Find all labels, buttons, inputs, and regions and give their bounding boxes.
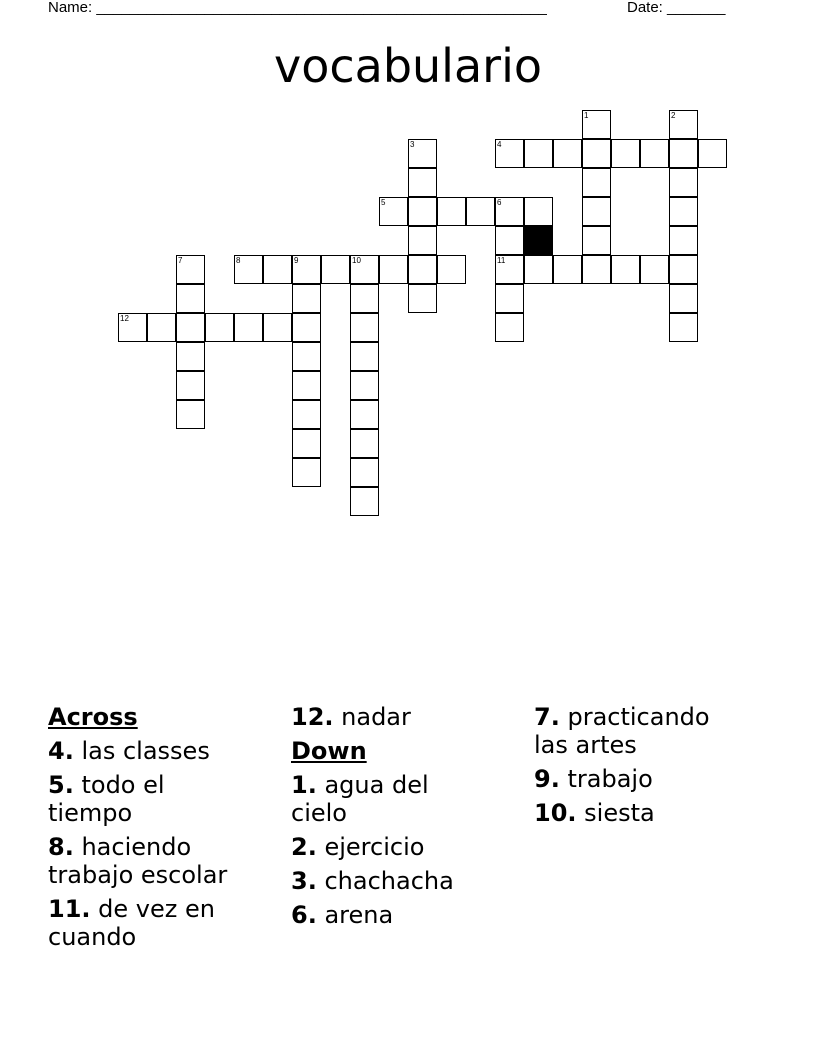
clue-text: chachacha xyxy=(324,867,454,895)
grid-cell[interactable] xyxy=(466,197,495,226)
grid-cell[interactable] xyxy=(321,255,350,284)
clue-number: 3. xyxy=(291,867,317,895)
across-heading: Across xyxy=(48,703,138,731)
grid-cell[interactable] xyxy=(582,139,611,168)
grid-cell[interactable] xyxy=(495,197,524,226)
black-cell xyxy=(524,226,553,255)
clue-down-10 xyxy=(534,799,764,827)
clue-number: 1. xyxy=(291,771,317,799)
grid-cell[interactable] xyxy=(350,284,379,313)
grid-cell[interactable] xyxy=(495,255,524,284)
cell-number: 10 xyxy=(352,256,361,265)
grid-cell[interactable] xyxy=(582,255,611,284)
grid-cell[interactable] xyxy=(176,400,205,429)
clue-across-12 xyxy=(291,703,521,731)
down-heading: Down xyxy=(291,737,367,765)
grid-cell[interactable] xyxy=(350,400,379,429)
grid-cell[interactable] xyxy=(669,110,698,139)
grid-cell[interactable] xyxy=(292,371,321,400)
grid-cell[interactable] xyxy=(350,487,379,516)
grid-cell[interactable] xyxy=(582,168,611,197)
grid-cell[interactable] xyxy=(611,255,640,284)
clue-number: 9. xyxy=(534,765,560,793)
clue-text: ejercicio xyxy=(324,833,425,861)
grid-cell[interactable] xyxy=(176,342,205,371)
grid-cell[interactable] xyxy=(495,284,524,313)
clue-text: practicando las artes xyxy=(534,703,710,759)
grid-cell[interactable] xyxy=(582,197,611,226)
clue-number: 12. xyxy=(291,703,334,731)
grid-cell[interactable] xyxy=(524,139,553,168)
clue-text: haciendo trabajo escolar xyxy=(48,833,228,889)
name-field-label[interactable]: Name: ______________________________________________________ xyxy=(48,0,547,16)
grid-cell[interactable] xyxy=(669,313,698,342)
page-title: vocabulario xyxy=(273,39,542,93)
grid-cell[interactable] xyxy=(263,313,292,342)
grid-cell[interactable] xyxy=(408,197,437,226)
clue-text: agua del cielo xyxy=(291,771,429,827)
cell-number: 9 xyxy=(294,256,299,265)
grid-cell[interactable] xyxy=(292,313,321,342)
grid-cell[interactable] xyxy=(350,429,379,458)
grid-cell[interactable] xyxy=(582,226,611,255)
clue-text: las classes xyxy=(81,737,210,765)
clue-text: todo el tiempo xyxy=(48,771,165,827)
grid-cell[interactable] xyxy=(379,197,408,226)
cell-number: 7 xyxy=(178,256,183,265)
grid-cell[interactable] xyxy=(495,226,524,255)
clue-number: 8. xyxy=(48,833,74,861)
grid-cell[interactable] xyxy=(669,255,698,284)
clue-down-7 xyxy=(534,703,734,759)
clue-column-3 xyxy=(534,703,764,833)
cell-number: 12 xyxy=(120,314,129,323)
grid-cell[interactable] xyxy=(234,255,263,284)
clue-text: arena xyxy=(324,901,394,929)
clue-text: trabajo xyxy=(567,765,653,793)
cell-number: 5 xyxy=(381,198,386,207)
grid-cell[interactable] xyxy=(669,284,698,313)
clue-down-3 xyxy=(291,867,521,895)
cell-number: 4 xyxy=(497,140,502,149)
clue-across-11 xyxy=(48,895,238,951)
grid-cell[interactable] xyxy=(350,255,379,284)
clue-number: 7. xyxy=(534,703,560,731)
grid-cell[interactable] xyxy=(553,139,582,168)
grid-cell[interactable] xyxy=(408,168,437,197)
grid-cell[interactable] xyxy=(292,400,321,429)
grid-cell[interactable] xyxy=(640,139,669,168)
grid-cell[interactable] xyxy=(234,313,263,342)
grid-cell[interactable] xyxy=(176,284,205,313)
grid-cell[interactable] xyxy=(176,313,205,342)
grid-cell[interactable] xyxy=(292,284,321,313)
clue-down-6 xyxy=(291,901,521,929)
grid-cell[interactable] xyxy=(263,255,292,284)
grid-cell[interactable] xyxy=(408,139,437,168)
grid-cell[interactable] xyxy=(495,313,524,342)
grid-cell[interactable] xyxy=(669,197,698,226)
cell-number: 3 xyxy=(410,140,415,149)
clue-across-5 xyxy=(48,771,198,827)
grid-cell[interactable] xyxy=(350,371,379,400)
grid-cell[interactable] xyxy=(292,255,321,284)
grid-cell[interactable] xyxy=(437,255,466,284)
clue-across-4 xyxy=(48,737,278,765)
clue-number: 6. xyxy=(291,901,317,929)
grid-cell[interactable] xyxy=(408,226,437,255)
grid-cell[interactable] xyxy=(147,313,176,342)
grid-cell[interactable] xyxy=(292,429,321,458)
clue-down-2 xyxy=(291,833,521,861)
clue-number: 4. xyxy=(48,737,74,765)
grid-cell[interactable] xyxy=(350,342,379,371)
grid-cell[interactable] xyxy=(292,458,321,487)
grid-cell[interactable] xyxy=(176,255,205,284)
grid-cell[interactable] xyxy=(408,284,437,313)
grid-cell[interactable] xyxy=(553,255,582,284)
date-field-label[interactable]: Date: _______ xyxy=(627,0,726,16)
cell-number: 8 xyxy=(236,256,241,265)
grid-cell[interactable] xyxy=(350,313,379,342)
grid-cell[interactable] xyxy=(669,139,698,168)
clue-text: de vez en cuando xyxy=(48,895,215,951)
cell-number: 2 xyxy=(671,111,676,120)
grid-cell[interactable] xyxy=(611,139,640,168)
clue-number: 2. xyxy=(291,833,317,861)
grid-cell[interactable] xyxy=(350,458,379,487)
grid-cell[interactable] xyxy=(669,168,698,197)
grid-cell[interactable] xyxy=(205,313,234,342)
clue-number: 5. xyxy=(48,771,74,799)
clue-text: nadar xyxy=(341,703,411,731)
cell-number: 6 xyxy=(497,198,502,207)
grid-cell[interactable] xyxy=(408,255,437,284)
clue-column-1 xyxy=(48,703,278,957)
grid-cell[interactable] xyxy=(669,226,698,255)
grid-cell[interactable] xyxy=(495,139,524,168)
grid-cell[interactable] xyxy=(582,110,611,139)
clue-across-8 xyxy=(48,833,248,889)
clue-down-9 xyxy=(534,765,764,793)
grid-cell[interactable] xyxy=(437,197,466,226)
grid-cell[interactable] xyxy=(524,197,553,226)
grid-cell[interactable] xyxy=(640,255,669,284)
cell-number: 1 xyxy=(584,111,589,120)
cell-number: 11 xyxy=(497,256,506,265)
grid-cell[interactable] xyxy=(698,139,727,168)
clue-number: 10. xyxy=(534,799,577,827)
grid-cell[interactable] xyxy=(176,371,205,400)
grid-cell[interactable] xyxy=(524,255,553,284)
grid-cell[interactable] xyxy=(118,313,147,342)
grid-cell[interactable] xyxy=(292,342,321,371)
clue-text: siesta xyxy=(584,799,655,827)
clue-number: 11. xyxy=(48,895,91,923)
clue-down-1 xyxy=(291,771,451,827)
clue-column-2 xyxy=(291,703,521,935)
grid-cell[interactable] xyxy=(379,255,408,284)
